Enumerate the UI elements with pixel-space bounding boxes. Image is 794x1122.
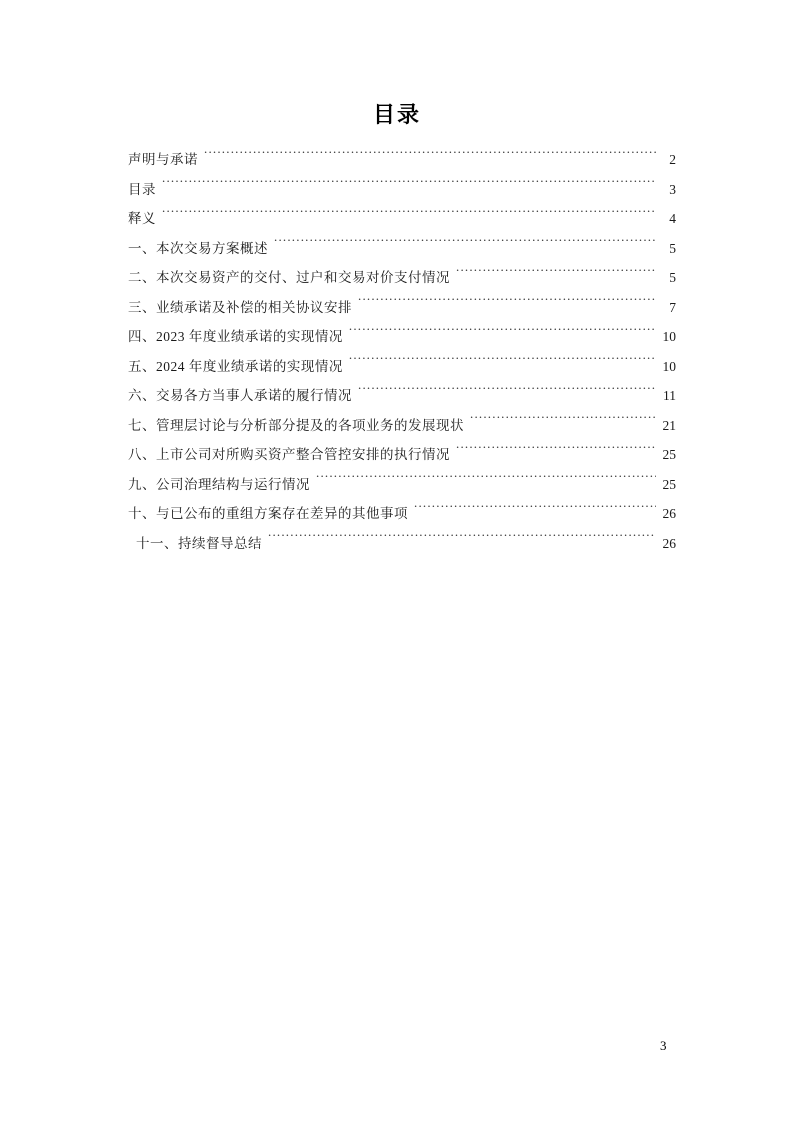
- toc-leader-dots: [414, 505, 656, 519]
- toc-entry-label: 八、上市公司对所购买资产整合管控安排的执行情况: [128, 447, 450, 462]
- toc-entry[interactable]: [128, 411, 676, 441]
- toc-entry-page-number: 26: [662, 506, 676, 521]
- toc-entry-label: 四、2023 年度业绩承诺的实现情况: [128, 329, 343, 344]
- toc-entry[interactable]: [128, 263, 676, 293]
- toc-entry[interactable]: [128, 499, 676, 529]
- toc-entry-page-number: 10: [662, 358, 676, 374]
- toc-leader-dots: [470, 416, 656, 430]
- toc-entry[interactable]: [128, 381, 676, 411]
- toc-entry-page-number: 11: [663, 388, 676, 403]
- toc-entry-page-number: 25: [662, 476, 676, 492]
- toc-entry[interactable]: [128, 175, 676, 205]
- toc-entry-page-number: 4: [669, 211, 676, 226]
- toc-entry[interactable]: [128, 322, 676, 352]
- page-title: 目录: [372, 102, 421, 127]
- toc-entry-label: 七、管理层讨论与分析部分提及的各项业务的发展现状: [128, 417, 464, 433]
- toc-leader-dots: [316, 475, 656, 489]
- toc-entry-label: 六、交易各方当事人承诺的履行情况: [128, 388, 352, 403]
- toc-entry-page-number: 21: [662, 417, 676, 433]
- toc-entry[interactable]: [128, 352, 676, 382]
- toc-entry-page-number: 7: [669, 299, 676, 315]
- toc-leader-dots: [268, 534, 656, 548]
- toc-leader-dots: [358, 298, 656, 312]
- toc-leader-dots: [358, 387, 656, 401]
- toc-entry[interactable]: [128, 145, 676, 175]
- toc-leader-dots: [162, 210, 656, 224]
- toc-entry[interactable]: [128, 234, 676, 264]
- toc-leader-dots: [456, 446, 656, 460]
- table-of-contents: [128, 145, 676, 558]
- toc-entry-label: 二、本次交易资产的交付、过户和交易对价支付情况: [128, 270, 450, 285]
- toc-leader-dots: [349, 357, 656, 371]
- toc-entry-page-number: 25: [662, 447, 676, 462]
- toc-leader-dots: [162, 180, 656, 194]
- toc-entry-label: 释义: [128, 211, 156, 226]
- toc-leader-dots: [456, 269, 656, 283]
- toc-entry-page-number: 5: [669, 270, 676, 285]
- toc-leader-dots: [204, 151, 656, 165]
- toc-leader-dots: [274, 239, 656, 253]
- toc-entry-page-number: 3: [669, 181, 676, 197]
- toc-entry-page-number: 26: [662, 535, 676, 551]
- toc-entry-label: 五、2024 年度业绩承诺的实现情况: [128, 358, 343, 374]
- toc-entry[interactable]: [128, 293, 676, 323]
- toc-entry[interactable]: [128, 529, 676, 559]
- toc-entry-label: 十、与已公布的重组方案存在差异的其他事项: [128, 506, 408, 521]
- toc-entry-label: 声明与承诺: [128, 152, 198, 167]
- toc-entry-label: 九、公司治理结构与运行情况: [128, 476, 310, 492]
- toc-entry[interactable]: [128, 470, 676, 500]
- toc-entry-page-number: 5: [669, 240, 676, 256]
- toc-entry-page-number: 2: [669, 152, 676, 167]
- toc-entry[interactable]: [128, 204, 676, 234]
- toc-entry-label: 一、本次交易方案概述: [128, 240, 268, 256]
- toc-entry-label: 十一、持续督导总结: [136, 535, 262, 551]
- toc-leader-dots: [349, 328, 656, 342]
- toc-entry-page-number: 10: [662, 329, 676, 344]
- toc-entry-label: 三、业绩承诺及补偿的相关协议安排: [128, 299, 352, 315]
- toc-entry-label: 目录: [128, 181, 156, 197]
- page-number: 3: [660, 1038, 667, 1053]
- toc-entry[interactable]: [128, 440, 676, 470]
